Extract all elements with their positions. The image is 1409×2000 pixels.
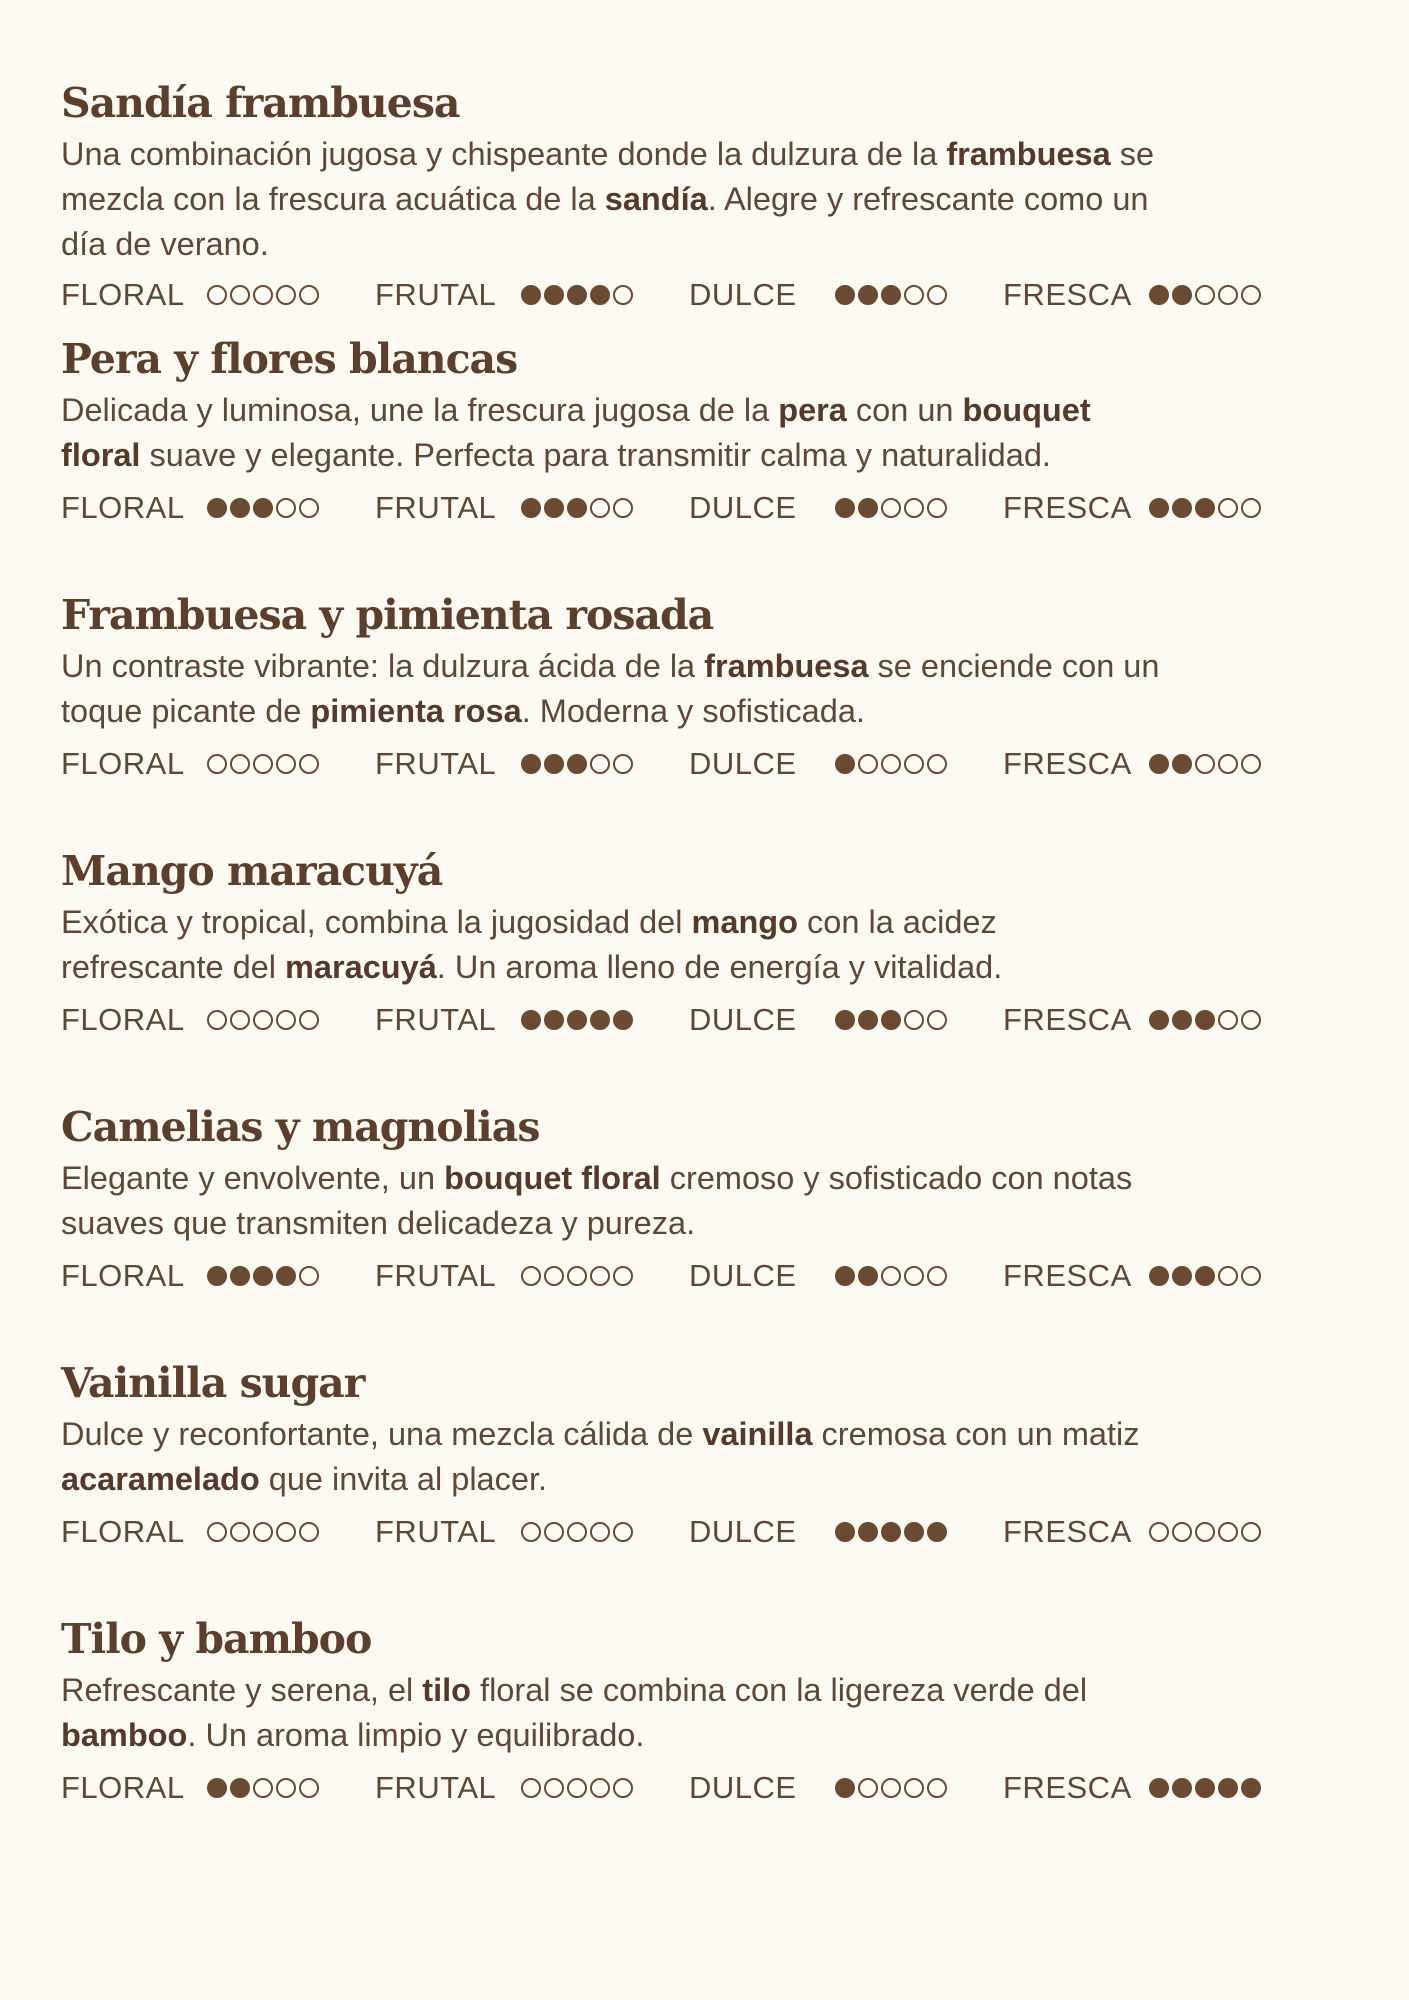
empty-dot-icon (904, 1010, 924, 1030)
rating-fresca (1003, 1002, 1317, 1038)
filled-dot-icon (544, 1010, 564, 1030)
rating-dots (835, 1266, 1003, 1286)
fragrance-entry (61, 590, 1351, 846)
empty-dot-icon (230, 754, 250, 774)
fragrance-title: Mango maracuyá (61, 847, 443, 895)
highlight-note: pimienta rosa (310, 693, 522, 729)
rating-dots (835, 285, 1003, 305)
rating-label: FRESCA (1003, 1514, 1132, 1549)
rating-label: DULCE (689, 746, 797, 781)
empty-dot-icon (253, 1778, 273, 1798)
rating-label: FRESCA (1003, 1002, 1132, 1037)
filled-dot-icon (521, 1010, 541, 1030)
empty-dot-icon (613, 754, 633, 774)
rating-dots (207, 285, 375, 305)
rating-row (61, 1510, 1317, 1554)
fragrance-title: Sandía frambuesa (61, 79, 460, 127)
filled-dot-icon (1172, 498, 1192, 518)
empty-dot-icon (1172, 1522, 1192, 1542)
fragrance-description (61, 132, 1351, 267)
highlight-note: mango (691, 904, 799, 940)
description-text: Un contraste vibrante: la dulzura ácida de la (61, 648, 705, 684)
filled-dot-icon (881, 285, 901, 305)
fragrance-title: Vainilla sugar (61, 1359, 365, 1407)
description-text: . Moderna y sofisticada. (521, 693, 865, 729)
empty-dot-icon (253, 1522, 273, 1542)
filled-dot-icon (1195, 1778, 1215, 1798)
empty-dot-icon (613, 1522, 633, 1542)
rating-dots (521, 1778, 689, 1798)
rating-row (61, 742, 1317, 786)
description-text: Elegante y envolvente, un (61, 1160, 445, 1196)
empty-dot-icon (567, 1266, 587, 1286)
filled-dot-icon (613, 1010, 633, 1030)
rating-dulce (689, 1002, 1003, 1038)
filled-dot-icon (881, 1010, 901, 1030)
rating-label: FLORAL (61, 1514, 185, 1549)
rating-dots (207, 1010, 375, 1030)
filled-dot-icon (230, 498, 250, 518)
rating-dulce (689, 490, 1003, 526)
empty-dot-icon (299, 1522, 319, 1542)
empty-dot-icon (567, 1778, 587, 1798)
rating-label: DULCE (689, 1770, 797, 1805)
rating-dots (1149, 754, 1317, 774)
empty-dot-icon (276, 1778, 296, 1798)
empty-dot-icon (1241, 1522, 1261, 1542)
rating-frutal (375, 1770, 689, 1806)
highlight-note: tilo (422, 1672, 472, 1708)
empty-dot-icon (207, 285, 227, 305)
rating-label: FLORAL (61, 1002, 185, 1037)
empty-dot-icon (207, 1010, 227, 1030)
rating-label: FLORAL (61, 490, 185, 525)
rating-fresca (1003, 1514, 1317, 1550)
empty-dot-icon (1195, 285, 1215, 305)
empty-dot-icon (590, 1266, 610, 1286)
rating-dots (207, 498, 375, 518)
rating-label: DULCE (689, 490, 797, 525)
rating-dots (207, 1266, 375, 1286)
empty-dot-icon (613, 498, 633, 518)
rating-floral (61, 1002, 375, 1038)
empty-dot-icon (904, 498, 924, 518)
filled-dot-icon (835, 1778, 855, 1798)
rating-frutal (375, 490, 689, 526)
filled-dot-icon (1149, 754, 1169, 774)
filled-dot-icon (207, 1778, 227, 1798)
empty-dot-icon (253, 285, 273, 305)
rating-floral (61, 746, 375, 782)
rating-label: DULCE (689, 1258, 797, 1293)
empty-dot-icon (567, 1522, 587, 1542)
fragrance-description (61, 1156, 1351, 1246)
fragrance-entry (61, 78, 1351, 334)
empty-dot-icon (1149, 1522, 1169, 1542)
empty-dot-icon (276, 498, 296, 518)
empty-dot-icon (1218, 754, 1238, 774)
rating-frutal (375, 1514, 689, 1550)
empty-dot-icon (904, 1266, 924, 1286)
highlight-note: bamboo (61, 1717, 188, 1753)
rating-fresca (1003, 277, 1317, 313)
filled-dot-icon (1172, 1266, 1192, 1286)
empty-dot-icon (521, 1778, 541, 1798)
fragrance-list (61, 78, 1351, 1870)
description-text: Delicada y luminosa, une la frescura jugosa de la (61, 392, 779, 428)
rating-dots (1149, 1522, 1317, 1542)
empty-dot-icon (881, 754, 901, 774)
empty-dot-icon (1241, 1010, 1261, 1030)
empty-dot-icon (299, 1010, 319, 1030)
filled-dot-icon (904, 1522, 924, 1542)
empty-dot-icon (1241, 285, 1261, 305)
empty-dot-icon (544, 1266, 564, 1286)
empty-dot-icon (230, 1522, 250, 1542)
empty-dot-icon (590, 1778, 610, 1798)
rating-dots (1149, 498, 1317, 518)
empty-dot-icon (230, 285, 250, 305)
rating-dots (1149, 285, 1317, 305)
rating-fresca (1003, 1258, 1317, 1294)
highlight-note: frambuesa (946, 136, 1111, 172)
empty-dot-icon (1218, 1266, 1238, 1286)
fragrance-entry (61, 846, 1351, 1102)
empty-dot-icon (1241, 1266, 1261, 1286)
description-text: cremoso y sofisticado con notas suaves que transmiten delicadeza y pureza. (61, 1160, 1133, 1241)
filled-dot-icon (590, 1010, 610, 1030)
rating-dots (835, 498, 1003, 518)
empty-dot-icon (253, 1010, 273, 1030)
empty-dot-icon (276, 754, 296, 774)
filled-dot-icon (881, 1522, 901, 1542)
filled-dot-icon (1149, 498, 1169, 518)
filled-dot-icon (567, 754, 587, 774)
filled-dot-icon (521, 498, 541, 518)
empty-dot-icon (590, 498, 610, 518)
filled-dot-icon (835, 1266, 855, 1286)
empty-dot-icon (881, 1778, 901, 1798)
filled-dot-icon (835, 285, 855, 305)
fragrance-description (61, 1412, 1351, 1502)
description-text: Dulce y reconfortante, una mezcla cálida de (61, 1416, 703, 1452)
rating-dots (521, 1522, 689, 1542)
rating-label: FRUTAL (375, 1514, 497, 1549)
filled-dot-icon (207, 498, 227, 518)
filled-dot-icon (858, 1010, 878, 1030)
empty-dot-icon (1241, 754, 1261, 774)
empty-dot-icon (881, 1266, 901, 1286)
filled-dot-icon (1218, 1778, 1238, 1798)
description-text: cremosa con un matiz (821, 1416, 1140, 1452)
empty-dot-icon (299, 1778, 319, 1798)
filled-dot-icon (230, 1778, 250, 1798)
filled-dot-icon (835, 754, 855, 774)
rating-label: FRESCA (1003, 490, 1132, 525)
description-text: suave y elegante. Perfecta para transmitir calma y naturalidad. (140, 437, 1051, 473)
fragrance-title: Frambuesa y pimienta rosada (61, 591, 714, 639)
rating-label: FLORAL (61, 277, 185, 312)
empty-dot-icon (276, 285, 296, 305)
rating-dulce (689, 277, 1003, 313)
fragrance-description (61, 388, 1351, 478)
empty-dot-icon (927, 1778, 947, 1798)
description-text: que invita al placer. (259, 1461, 547, 1497)
rating-row (61, 1766, 1317, 1810)
empty-dot-icon (1218, 1522, 1238, 1542)
empty-dot-icon (1195, 1522, 1215, 1542)
rating-frutal (375, 746, 689, 782)
empty-dot-icon (521, 1266, 541, 1286)
fragrance-title: Pera y flores blancas (61, 335, 518, 383)
filled-dot-icon (567, 285, 587, 305)
highlight-note: sandía (604, 181, 708, 217)
empty-dot-icon (207, 1522, 227, 1542)
rating-dulce (689, 1770, 1003, 1806)
filled-dot-icon (1149, 1266, 1169, 1286)
rating-dots (521, 754, 689, 774)
fragrance-description (61, 900, 1351, 990)
rating-floral (61, 1514, 375, 1550)
filled-dot-icon (253, 498, 273, 518)
rating-label: FLORAL (61, 746, 185, 781)
empty-dot-icon (927, 498, 947, 518)
rating-dots (521, 498, 689, 518)
filled-dot-icon (1195, 498, 1215, 518)
filled-dot-icon (544, 285, 564, 305)
rating-dots (521, 1010, 689, 1030)
rating-dots (207, 1778, 375, 1798)
filled-dot-icon (858, 1266, 878, 1286)
rating-frutal (375, 277, 689, 313)
empty-dot-icon (927, 285, 947, 305)
empty-dot-icon (1218, 285, 1238, 305)
rating-dots (521, 1266, 689, 1286)
empty-dot-icon (230, 1010, 250, 1030)
filled-dot-icon (858, 498, 878, 518)
filled-dot-icon (927, 1522, 947, 1542)
description-text: . Un aroma lleno de energía y vitalidad. (436, 949, 1003, 985)
highlight-note: bouquet floral (444, 1160, 661, 1196)
rating-dulce (689, 1258, 1003, 1294)
rating-label: FRUTAL (375, 277, 497, 312)
highlight-note: maracuyá (285, 949, 437, 985)
fragrance-entry (61, 1102, 1351, 1358)
empty-dot-icon (253, 754, 273, 774)
filled-dot-icon (858, 285, 878, 305)
filled-dot-icon (1149, 285, 1169, 305)
empty-dot-icon (276, 1010, 296, 1030)
rating-dulce (689, 1514, 1003, 1550)
highlight-note: pera (778, 392, 847, 428)
rating-dots (835, 1778, 1003, 1798)
filled-dot-icon (253, 1266, 273, 1286)
filled-dot-icon (521, 285, 541, 305)
rating-label: FRUTAL (375, 746, 497, 781)
rating-dots (1149, 1778, 1317, 1798)
rating-dots (835, 1522, 1003, 1542)
empty-dot-icon (927, 1266, 947, 1286)
empty-dot-icon (544, 1522, 564, 1542)
empty-dot-icon (521, 1522, 541, 1542)
empty-dot-icon (904, 754, 924, 774)
rating-label: FRUTAL (375, 1258, 497, 1293)
rating-fresca (1003, 490, 1317, 526)
rating-floral (61, 1258, 375, 1294)
empty-dot-icon (276, 1522, 296, 1542)
rating-dots (1149, 1010, 1317, 1030)
filled-dot-icon (567, 1010, 587, 1030)
fragrance-entry (61, 334, 1351, 590)
filled-dot-icon (1172, 285, 1192, 305)
rating-dots (835, 754, 1003, 774)
empty-dot-icon (299, 1266, 319, 1286)
rating-dots (1149, 1266, 1317, 1286)
empty-dot-icon (207, 754, 227, 774)
filled-dot-icon (1149, 1778, 1169, 1798)
filled-dot-icon (1149, 1010, 1169, 1030)
filled-dot-icon (276, 1266, 296, 1286)
filled-dot-icon (544, 754, 564, 774)
rating-row (61, 1254, 1317, 1298)
filled-dot-icon (1172, 1010, 1192, 1030)
empty-dot-icon (299, 285, 319, 305)
rating-label: FRESCA (1003, 277, 1132, 312)
empty-dot-icon (1218, 1010, 1238, 1030)
filled-dot-icon (835, 1010, 855, 1030)
empty-dot-icon (613, 1266, 633, 1286)
rating-fresca (1003, 746, 1317, 782)
highlight-note: frambuesa (704, 648, 869, 684)
rating-fresca (1003, 1770, 1317, 1806)
fragrance-description (61, 1668, 1351, 1758)
description-text: Exótica y tropical, combina la jugosidad del (61, 904, 692, 940)
rating-label: DULCE (689, 277, 797, 312)
rating-label: FRUTAL (375, 1002, 497, 1037)
description-text: . Un aroma limpio y equilibrado. (187, 1717, 645, 1753)
empty-dot-icon (613, 285, 633, 305)
description-text: con la acidez refrescante del (61, 904, 997, 985)
rating-label: FLORAL (61, 1258, 185, 1293)
description-text: se mezcla con la frescura acuática de la (61, 136, 1155, 217)
filled-dot-icon (230, 1266, 250, 1286)
highlight-note: bouquet floral (61, 392, 1091, 473)
empty-dot-icon (858, 754, 878, 774)
rating-label: DULCE (689, 1002, 797, 1037)
empty-dot-icon (904, 1778, 924, 1798)
rating-label: FRESCA (1003, 1258, 1132, 1293)
rating-row (61, 486, 1317, 530)
empty-dot-icon (1195, 754, 1215, 774)
filled-dot-icon (835, 1522, 855, 1542)
fragrance-title: Camelias y magnolias (61, 1103, 540, 1151)
rating-label: FRUTAL (375, 490, 497, 525)
rating-floral (61, 1770, 375, 1806)
rating-frutal (375, 1002, 689, 1038)
rating-frutal (375, 1258, 689, 1294)
rating-label: FLORAL (61, 1770, 185, 1805)
highlight-note: acaramelado (61, 1461, 260, 1497)
fragrance-entry (61, 1614, 1351, 1870)
filled-dot-icon (1195, 1010, 1215, 1030)
empty-dot-icon (299, 498, 319, 518)
empty-dot-icon (858, 1778, 878, 1798)
filled-dot-icon (567, 498, 587, 518)
fragrance-title: Tilo y bamboo (61, 1615, 372, 1663)
filled-dot-icon (521, 754, 541, 774)
description-text: Una combinación jugosa y chispeante donde la dulzura de la (61, 136, 947, 172)
fragrance-description (61, 644, 1351, 734)
description-text: se enciende con un toque picante de (61, 648, 1160, 729)
rating-dots (521, 285, 689, 305)
filled-dot-icon (207, 1266, 227, 1286)
fragrance-entry (61, 1358, 1351, 1614)
rating-dots (835, 1010, 1003, 1030)
description-text: . Alegre y refrescante como un día de verano. (61, 181, 1149, 262)
rating-label: FRUTAL (375, 1770, 497, 1805)
empty-dot-icon (590, 1522, 610, 1542)
rating-label: FRESCA (1003, 746, 1132, 781)
filled-dot-icon (1241, 1778, 1261, 1798)
description-text: con un (846, 392, 963, 428)
rating-row (61, 273, 1317, 317)
empty-dot-icon (590, 754, 610, 774)
rating-dulce (689, 746, 1003, 782)
empty-dot-icon (1241, 498, 1261, 518)
empty-dot-icon (927, 754, 947, 774)
empty-dot-icon (1218, 498, 1238, 518)
filled-dot-icon (1195, 1266, 1215, 1286)
filled-dot-icon (858, 1522, 878, 1542)
filled-dot-icon (590, 285, 610, 305)
empty-dot-icon (904, 285, 924, 305)
filled-dot-icon (1172, 754, 1192, 774)
description-text: Refrescante y serena, el (61, 1672, 423, 1708)
empty-dot-icon (613, 1778, 633, 1798)
empty-dot-icon (544, 1778, 564, 1798)
rating-row (61, 998, 1317, 1042)
rating-label: FRESCA (1003, 1770, 1132, 1805)
highlight-note: vainilla (702, 1416, 813, 1452)
rating-dots (207, 754, 375, 774)
empty-dot-icon (299, 754, 319, 774)
rating-floral (61, 490, 375, 526)
filled-dot-icon (835, 498, 855, 518)
description-text: floral se combina con la ligereza verde del (480, 1672, 1088, 1708)
filled-dot-icon (544, 498, 564, 518)
filled-dot-icon (1172, 1778, 1192, 1798)
empty-dot-icon (881, 498, 901, 518)
empty-dot-icon (927, 1010, 947, 1030)
rating-floral (61, 277, 375, 313)
rating-label: DULCE (689, 1514, 797, 1549)
rating-dots (207, 1522, 375, 1542)
